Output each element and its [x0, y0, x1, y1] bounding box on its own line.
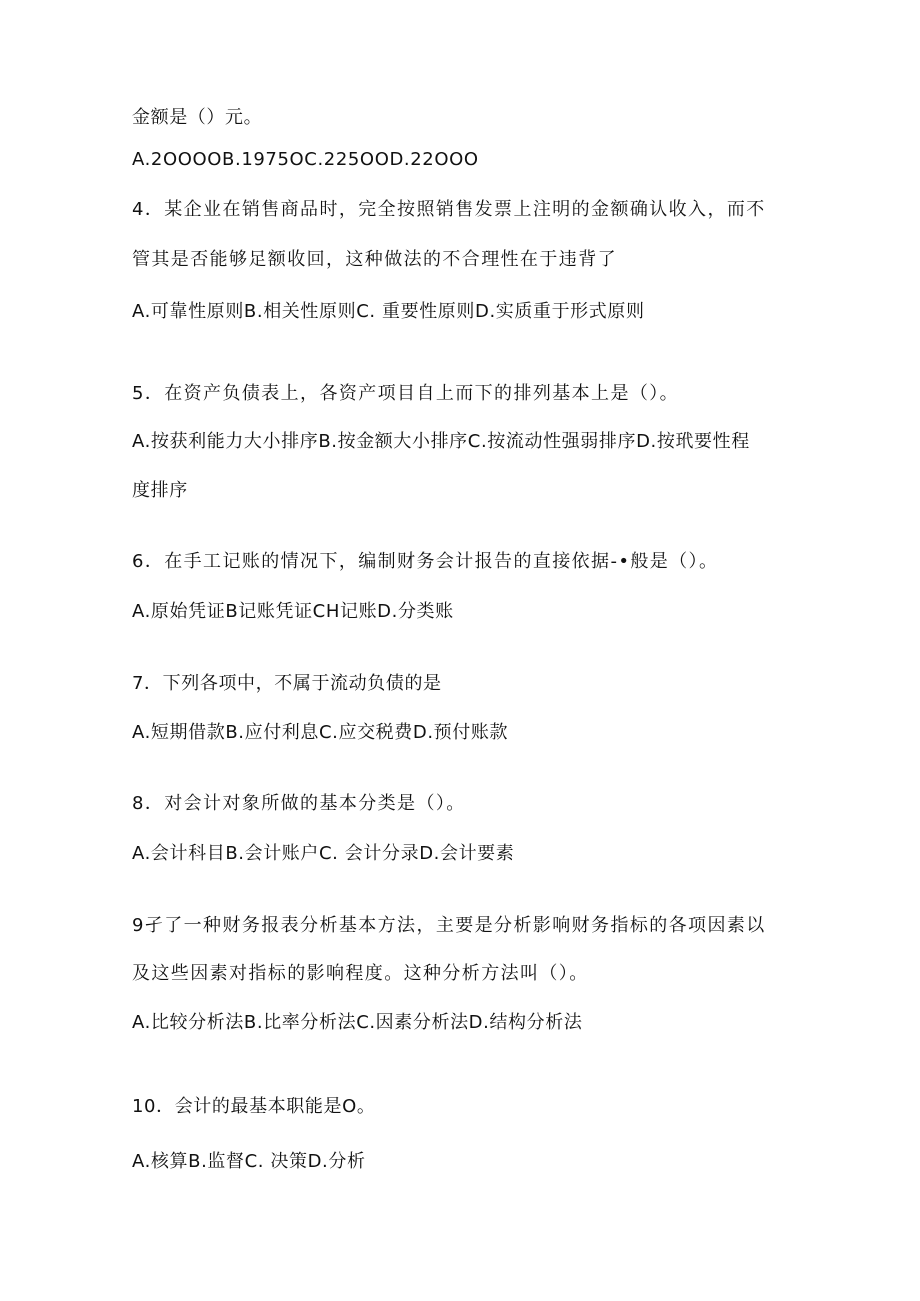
question-3-stem-end: 金额是（）元。 [132, 107, 263, 128]
question-6-options: A.原始凭证B记账凭证CH记账D.分类账 [132, 601, 454, 622]
question-8-stem: 8．对会计对象所做的基本分类是（）。 [132, 793, 466, 814]
question-9-stem-line-1: 9孑了一种财务报表分析基本方法，主要是分析影响财务指标的各项因素以 [132, 915, 766, 936]
question-7-stem: 7．下列各项中，不属于流动负债的是 [132, 673, 442, 694]
question-4-stem-line-1: 4．某企业在销售商品时，完全按照销售发票上注明的金额确认收入，而不 [132, 199, 766, 220]
question-3-options: A.2OOOOB.1975OC.225OOD.22OOO [132, 149, 479, 170]
question-10-stem: 10．会计的最基本职能是O。 [132, 1096, 376, 1117]
question-5-options-line-2: 度排序 [132, 480, 188, 501]
question-10-options: A.核算B.监督C. 决策D.分析 [132, 1151, 366, 1172]
question-7-options: A.短期借款B.应付利息C.应交税费D.预付账款 [132, 722, 509, 743]
question-8-options: A.会计科目B.会计账户C. 会计分录D.会计要素 [132, 843, 515, 864]
question-5-stem: 5．在资产负债表上，各资产项目自上而下的排列基本上是（）。 [132, 383, 680, 404]
question-6-stem: 6．在手工记账的情况下，编制财务会计报告的直接依据-•般是（）。 [132, 551, 719, 572]
question-9-stem-line-2: 及这些因素对指标的影响程度。这种分析方法叫（）。 [132, 963, 589, 984]
question-5-options-line-1: A.按获利能力大小排序B.按金额大小排序C.按流动性强弱排序D.按玳要性程 [132, 431, 750, 452]
question-9-options: A.比较分析法B.比率分析法C.因素分析法D.结构分析法 [132, 1012, 583, 1033]
question-4-stem-line-2: 管其是否能够足额收回，这种做法的不合理性在于违背了 [132, 249, 617, 270]
question-4-options: A.可靠性原则B.相关性原则C. 重要性原则D.实质重于形式原则 [132, 301, 645, 322]
